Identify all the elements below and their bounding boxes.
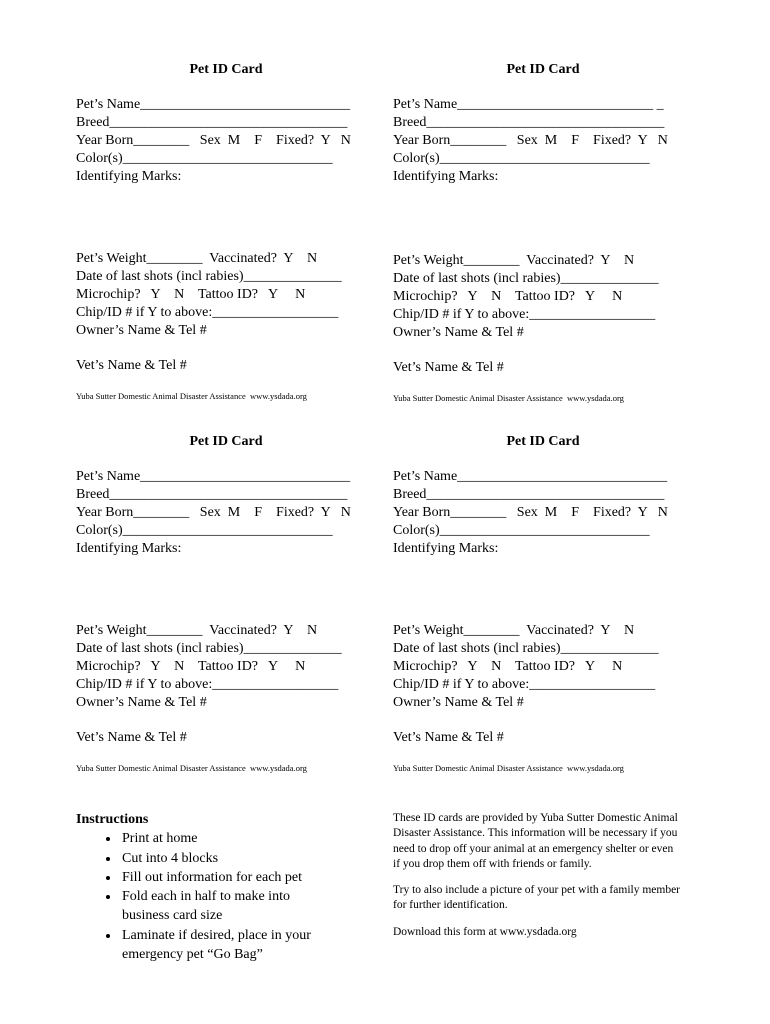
owner-name-tel-label: Owner’s Name & Tel # — [393, 695, 524, 710]
vet-name-tel-label: Vet’s Name & Tel # — [76, 358, 187, 373]
card-title: Pet ID Card — [189, 62, 263, 77]
info-note — [393, 811, 683, 951]
year-sex-fixed-field: Year Born________ Sex M F Fixed? Y N — [393, 133, 668, 148]
instructions-section — [76, 810, 376, 964]
note-paragraph: Download this form at www.ysdada.org — [393, 925, 577, 938]
color-field: Color(s)______________________________ — [393, 151, 650, 166]
pet-id-card-bottom-right — [393, 433, 693, 773]
owner-name-tel-label: Owner’s Name & Tel # — [76, 323, 207, 338]
card-footer: Yuba Sutter Domestic Animal Disaster Assistance www.ysdada.org — [393, 763, 624, 773]
microchip-tattoo-field: Microchip? Y N Tattoo ID? Y N — [393, 659, 623, 674]
instruction-item: • Laminate if desired, place in your emergency pet “Go Bag” — [120, 926, 332, 965]
weight-vaccinated-field: Pet’s Weight________ Vaccinated? Y N — [393, 253, 635, 268]
breed-field: Breed__________________________________ — [393, 115, 665, 130]
card-footer: Yuba Sutter Domestic Animal Disaster Assistance www.ysdada.org — [76, 763, 307, 773]
breed-field: Breed__________________________________ — [76, 115, 348, 130]
color-field: Color(s)______________________________ — [76, 151, 333, 166]
weight-vaccinated-field: Pet’s Weight________ Vaccinated? Y N — [76, 623, 318, 638]
instruction-item: • Print at home — [120, 829, 376, 848]
breed-field: Breed__________________________________ — [393, 487, 665, 502]
instruction-item: • Fold each in half to make into business card size — [120, 887, 332, 926]
identifying-marks-label: Identifying Marks: — [393, 541, 499, 556]
microchip-tattoo-field: Microchip? Y N Tattoo ID? Y N — [76, 287, 306, 302]
owner-name-tel-label: Owner’s Name & Tel # — [393, 325, 524, 340]
identifying-marks-label: Identifying Marks: — [76, 541, 182, 556]
owner-name-tel-label: Owner’s Name & Tel # — [76, 695, 207, 710]
pets-name-field: Pet’s Name______________________________ — [76, 97, 351, 112]
card-footer: Yuba Sutter Domestic Animal Disaster Assistance www.ysdada.org — [76, 391, 307, 401]
breed-field: Breed__________________________________ — [76, 487, 348, 502]
microchip-tattoo-field: Microchip? Y N Tattoo ID? Y N — [76, 659, 306, 674]
chip-id-field: Chip/ID # if Y to above:__________________ — [76, 677, 339, 692]
vet-name-tel-label: Vet’s Name & Tel # — [393, 360, 504, 375]
pets-name-field: Pet’s Name____________________________ _ — [393, 97, 664, 112]
card-title: Pet ID Card — [506, 62, 580, 77]
color-field: Color(s)______________________________ — [76, 523, 333, 538]
instructions-heading: Instructions — [76, 812, 149, 827]
pet-id-card-top-left — [76, 61, 376, 401]
note-paragraph: These ID cards are provided by Yuba Sutter Domestic Animal Disaster Assistance. This information will be necessary if you need to drop off your animal at an emergency shelter or even if you drop them off with friends or family. — [393, 812, 678, 870]
card-title: Pet ID Card — [506, 434, 580, 449]
identifying-marks-label: Identifying Marks: — [76, 169, 182, 184]
chip-id-field: Chip/ID # if Y to above:__________________ — [393, 307, 656, 322]
pet-id-card-top-right — [393, 61, 693, 403]
chip-id-field: Chip/ID # if Y to above:__________________ — [393, 677, 656, 692]
card-footer: Yuba Sutter Domestic Animal Disaster Assistance www.ysdada.org — [393, 393, 624, 403]
year-sex-fixed-field: Year Born________ Sex M F Fixed? Y N — [393, 505, 668, 520]
microchip-tattoo-field: Microchip? Y N Tattoo ID? Y N — [393, 289, 623, 304]
weight-vaccinated-field: Pet’s Weight________ Vaccinated? Y N — [76, 251, 318, 266]
vet-name-tel-label: Vet’s Name & Tel # — [393, 730, 504, 745]
pets-name-field: Pet’s Name______________________________ — [76, 469, 351, 484]
card-title: Pet ID Card — [189, 434, 263, 449]
year-sex-fixed-field: Year Born________ Sex M F Fixed? Y N — [76, 133, 351, 148]
identifying-marks-label: Identifying Marks: — [393, 169, 499, 184]
last-shots-field: Date of last shots (incl rabies)______________ — [393, 641, 659, 656]
vet-name-tel-label: Vet’s Name & Tel # — [76, 730, 187, 745]
pet-id-card-bottom-left — [76, 433, 376, 773]
instructions-list — [76, 829, 376, 964]
chip-id-field: Chip/ID # if Y to above:__________________ — [76, 305, 339, 320]
instruction-item: • Fill out information for each pet — [120, 868, 376, 887]
last-shots-field: Date of last shots (incl rabies)______________ — [393, 271, 659, 286]
note-paragraph: Try to also include a picture of your pet with a family member for further identification. — [393, 884, 681, 912]
color-field: Color(s)______________________________ — [393, 523, 650, 538]
pets-name-field: Pet’s Name______________________________ — [393, 469, 668, 484]
last-shots-field: Date of last shots (incl rabies)______________ — [76, 269, 342, 284]
year-sex-fixed-field: Year Born________ Sex M F Fixed? Y N — [76, 505, 351, 520]
instruction-item: • Cut into 4 blocks — [120, 849, 376, 868]
weight-vaccinated-field: Pet’s Weight________ Vaccinated? Y N — [393, 623, 635, 638]
last-shots-field: Date of last shots (incl rabies)______________ — [76, 641, 342, 656]
